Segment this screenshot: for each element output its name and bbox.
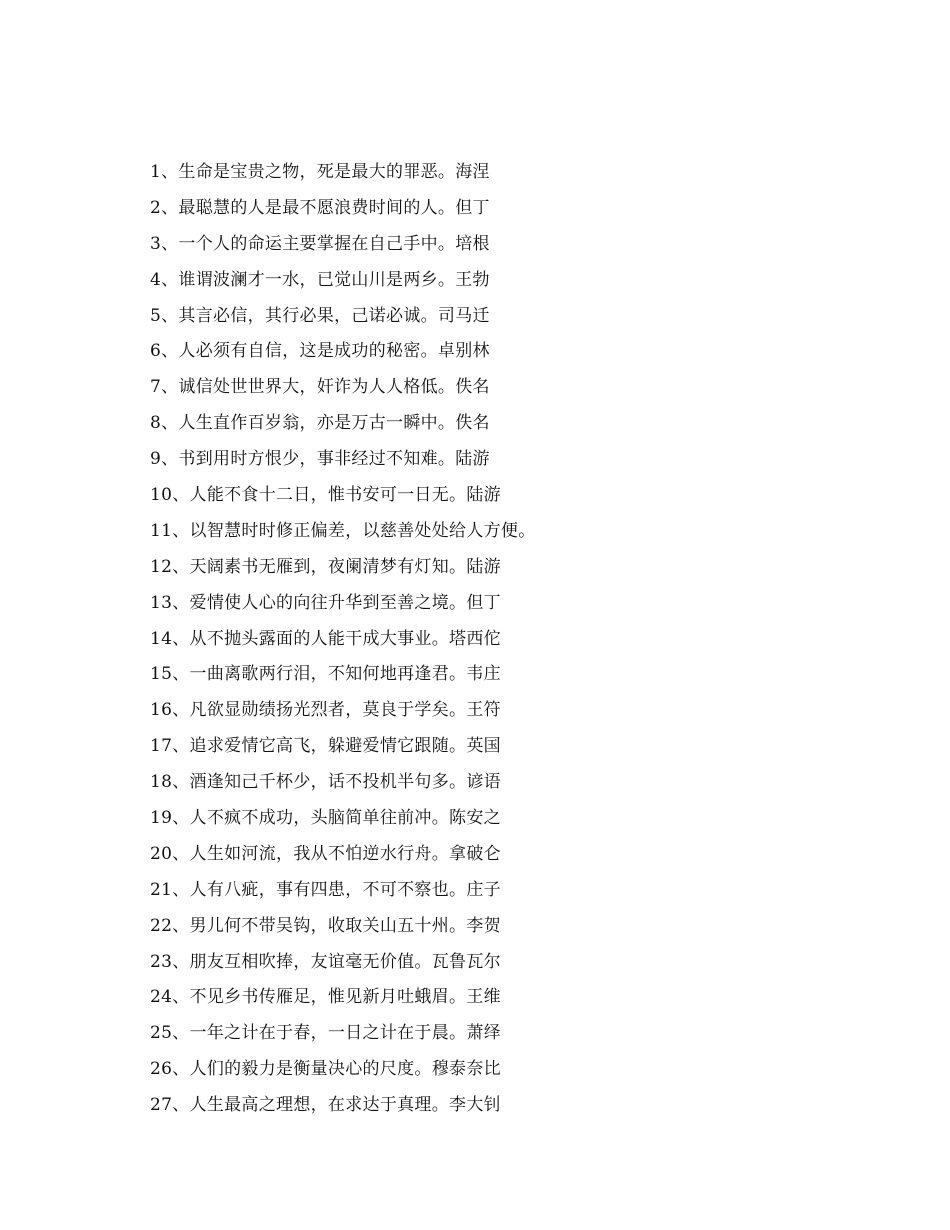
quote-line-23: 23、朋友互相吹捧，友谊毫无价值。瓦鲁瓦尔 xyxy=(150,951,501,972)
quote-line-16: 16、凡欲显勋绩扬光烈者，莫良于学矣。王符 xyxy=(150,700,501,721)
quote-line-2: 2、最聪慧的人是最不愿浪费时间的人。但丁 xyxy=(150,197,490,218)
quote-line-5: 5、其言必信，其行必果，己诺必诚。司马迁 xyxy=(150,305,490,326)
quote-line-3: 3、一个人的命运主要掌握在自己手中。培根 xyxy=(150,233,490,254)
quote-line-10: 10、人能不食十二日，惟书安可一日无。陆游 xyxy=(150,485,501,506)
quote-line-24: 24、不见乡书传雁足，惟见新月吐蛾眉。王维 xyxy=(150,987,501,1008)
quote-line-12: 12、天阔素书无雁到，夜阑清梦有灯知。陆游 xyxy=(150,556,501,577)
quote-list xyxy=(150,155,536,1124)
quote-line-27: 27、人生最高之理想，在求达于真理。李大钊 xyxy=(150,1095,501,1116)
quote-line-14: 14、从不抛头露面的人能干成大事业。塔西佗 xyxy=(150,628,501,649)
quote-line-11: 11、以智慧时时修正偏差，以慈善处处给人方便。 xyxy=(150,520,536,541)
quote-line-22: 22、男儿何不带吴钩，收取关山五十州。李贺 xyxy=(150,915,501,936)
quote-line-25: 25、一年之计在于春，一日之计在于晨。萧绎 xyxy=(150,1023,501,1044)
quote-line-7: 7、诚信处世世界大，奸诈为人人格低。佚名 xyxy=(150,377,490,398)
quote-line-17: 17、追求爱情它高飞，躲避爱情它跟随。英国 xyxy=(150,736,501,757)
quote-line-9: 9、书到用时方恨少，事非经过不知难。陆游 xyxy=(150,449,490,470)
quote-line-8: 8、人生直作百岁翁，亦是万古一瞬中。佚名 xyxy=(150,413,490,434)
quote-line-26: 26、人们的毅力是衡量决心的尺度。穆泰奈比 xyxy=(150,1059,501,1080)
quote-line-18: 18、酒逢知己千杯少，话不投机半句多。谚语 xyxy=(150,772,501,793)
quote-line-15: 15、一曲离歌两行泪，不知何地再逢君。韦庄 xyxy=(150,664,501,685)
quote-line-4: 4、谁谓波澜才一水，已觉山川是两乡。王勃 xyxy=(150,269,490,290)
quote-line-19: 19、人不疯不成功，头脑简单往前冲。陈安之 xyxy=(150,808,501,829)
quote-line-1: 1、生命是宝贵之物，死是最大的罪恶。海涅 xyxy=(150,162,490,182)
quote-line-20: 20、人生如河流，我从不怕逆水行舟。拿破仑 xyxy=(150,843,501,864)
quote-line-21: 21、人有八疵，事有四患，不可不察也。庄子 xyxy=(150,879,501,900)
quote-line-13: 13、爱情使人心的向往升华到至善之境。但丁 xyxy=(150,592,501,613)
quote-line-6: 6、人必须有自信，这是成功的秘密。卓别林 xyxy=(150,341,490,362)
